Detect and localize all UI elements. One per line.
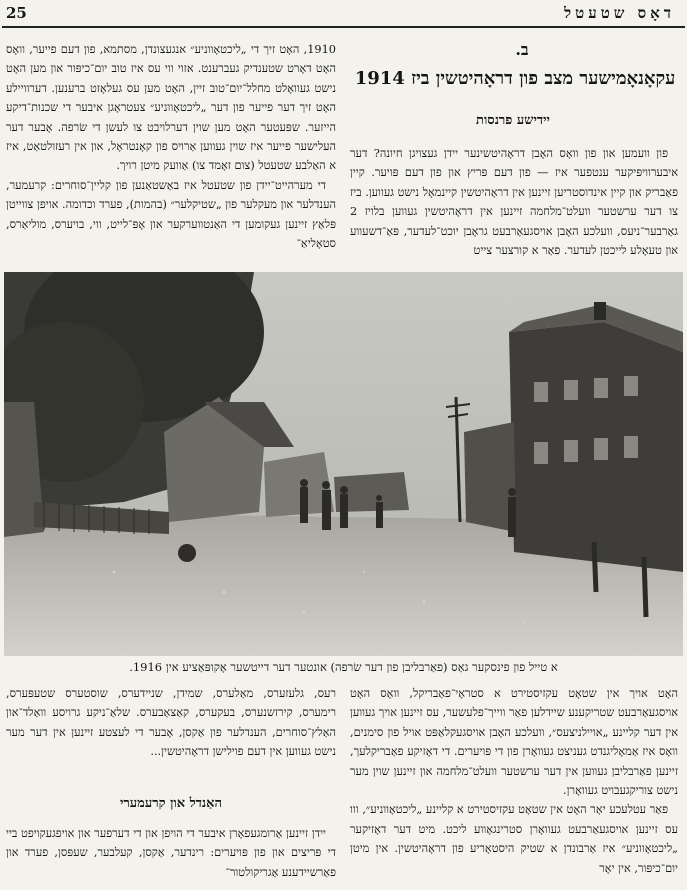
paragraph: די מערהייט־יידן פון שטעטל איז באַשטאַנען פון קליין־סוחרים: קרעמער, הענדלער און מעקלער פון „שטיקלער״ (בהמות), פערד וכדומה. אויפן צווייטן פּלאַץ זיינען געקומען די האַנטווערקער און אָפּ־לייט, ווי, בויערס, מוליאַרס, סטאָליאַ־ xyxy=(6,178,336,251)
street-photo xyxy=(4,272,683,656)
right-column-top xyxy=(350,144,678,268)
right-column-bottom xyxy=(350,684,678,888)
paragraph: רעס, גלעזערס, מאַלערס, שמידן, שניידערס, שוסטערס שטעפּערס, רימערס, קירזשנערס, בעקערס, קאַצאַבערס. שלאַ־ניקע גרויסע וואַלד־און האַלץ־סוחרים, הענדלער פון אַקסן, אָבער די לעצטע זיינען אין דער מער נישט געווען אין דעם פוילישן דראָהיטשין... xyxy=(6,687,336,759)
paragraph: פאַר עטלעכע יאָר האָט אין שטאָט עקזיסטירט א קליינע „ליכטאָווניע״, ווו עס זיינען אויסגעאַרבעט געוואָרן סטרינגאָווע ליכט. מיט דער דאָזיקער „ליכטאָווניע״ איז אַרבונדן א שטיק היסטאָריע פון דראָהיטשין. אין מיטן יום־כיפּור, אין יאָר xyxy=(350,803,678,875)
paragraph: יידן זיינען אַרומגעפאָרן איבער די הויפן און די דערפער און אויפגעקויפט ביי די פּריצים און פון פּויערים: רינדער, אַקסן, קעלבער, שעפּסן, פערד און פאַרשיידענע אַגריקולטור־ xyxy=(6,827,336,879)
header-rule xyxy=(2,26,685,28)
paragraph: 1910, האָט זיך די „ליכטאָווניע״ אנגעצונדן, מסתמא, פון דעם פייער, וואָס האָט דאָרט שטענדיק געברענט. אזוי ווי עס איז טוב יום־כיפּור און מען האָט נישט געוואָלט מחלל־יום־טוב זיין, האָט מען עס געלאָזט ברענען. דערוויילע האָט זיך דער פייער פון דער „ליכטאָווניע״ צעטראָגן איבער די שכנות־דיקע הייזער. שפּעטער האָט מען שוין דערלויבט צו לעשן די שׂרפה. אָבער דער העלישער פייער איז שוין געווען אַרויס פון קאָנטראָל, און אין רעזולטאַט, איז א האַלבע שטעטל (צום זאָמד צו) אַוועק מיטן רויך. xyxy=(6,43,336,173)
section-number: ב. xyxy=(515,40,529,59)
page-number: 25 xyxy=(6,4,27,22)
left-subheading: האַנדל און קרעמערי xyxy=(120,796,222,811)
photo-caption: א טייל פון פינסקער גאַס (פאַרבליבן פון דער שׂרפה) אונטער דער דייטשער אָקופּאַציע אין 1916. xyxy=(129,660,558,674)
left-column-bottom-2 xyxy=(6,824,336,888)
section-subtitle: יידישע פרנסות xyxy=(476,113,550,128)
street-photo-image xyxy=(4,272,683,656)
section-title: עקאָנאָמישער מצב פון דראָהיטשין ביז 1914 xyxy=(354,68,676,89)
left-column-bottom xyxy=(6,684,336,792)
running-title: דאָס שטעטל xyxy=(564,4,675,22)
paragraph: פון וועמען און פון וואָס האָבן דראָהיטשינער יידן געצויגן חיונה? דער איבערוויפּיקער ענטפער איז — פון דעם פּריץ און פון דעם פּויער. קיין פאַבריק און קיין אינדוסטריען זיינען אין דראָהיטשין קיינמאָל נישט געווען. ביז צו דער ערשטער וועלט־מלחמה זיינען אין דראָהיטשין געווען בלויז 2 גאַרבער־ניעס, וועלכע האָבן אויסגעאַרבעט גראָבן יוכט־לעדער, פּאַ־דשעווע און טעאָלע לייכטן לעדער. פאַר א קורצער צייט xyxy=(350,147,678,258)
paragraph: האָט אויך אין שטאָט עקזיסטירט א סטראָי־פאַבריקל, וואָס האָט אויסגעאַרבעט שטריקענע שיידלען פאַר ווייך־פלעשער, עס זיינען אויך געווען אין דער קליינע „אויילניצעס״, וועלכע האָבן אויסגעקלאַפּט אויל פון סימנים, וואָס איז אַמאָליגנדט געניצט געוואָרן פון די פּויערים. די דאָזיקע פאַבריקלעך, זיינען פאַרבליבן געווען אין דער ערשטער וועלט־מלחמה און זיינען שוין מער נישט צוריקגעבויט געוואָרן. xyxy=(350,687,678,798)
left-column-top xyxy=(6,40,336,270)
